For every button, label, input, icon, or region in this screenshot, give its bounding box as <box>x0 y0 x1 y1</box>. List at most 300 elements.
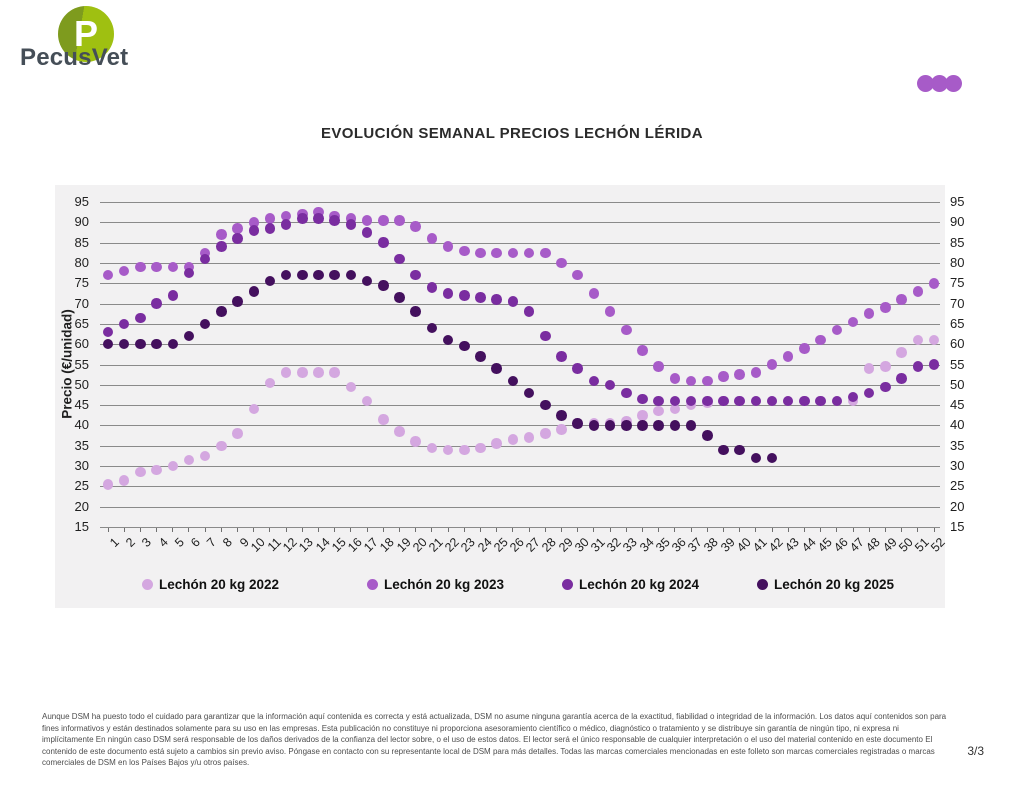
x-tick-mark <box>448 528 449 532</box>
data-point <box>313 270 324 281</box>
data-point <box>249 404 260 415</box>
logo-letter: P <box>73 13 98 54</box>
x-tick-mark <box>399 528 400 532</box>
data-point <box>556 410 567 421</box>
data-point <box>491 363 502 374</box>
data-point <box>103 479 114 490</box>
disclaimer-text <box>42 711 952 769</box>
x-tick-label: 35 <box>652 535 673 555</box>
gridline <box>100 263 940 264</box>
y-tick-label: 95 <box>74 194 89 209</box>
x-tick-label: 27 <box>523 535 544 555</box>
y-tick-label: 75 <box>950 275 965 291</box>
data-point <box>491 294 502 305</box>
data-point <box>443 288 454 299</box>
x-tick-label: 50 <box>895 535 916 555</box>
data-point <box>556 424 567 435</box>
x-tick-label: 15 <box>328 535 349 555</box>
data-point <box>410 221 421 232</box>
data-point <box>151 339 162 350</box>
legend-dot-icon <box>367 579 378 590</box>
x-tick-label: 49 <box>879 535 900 555</box>
x-tick-label: 31 <box>588 535 608 555</box>
x-tick-mark <box>901 528 902 532</box>
legend-item <box>757 577 894 591</box>
data-point <box>329 270 340 281</box>
data-point <box>297 213 308 224</box>
data-point <box>168 290 179 301</box>
data-point <box>734 396 745 407</box>
data-point <box>249 286 260 297</box>
data-point <box>767 453 778 464</box>
x-tick-mark <box>431 528 432 532</box>
y-tick-label: 15 <box>950 519 965 534</box>
data-point <box>751 367 762 378</box>
legend-label: Lechón 20 kg 2025 <box>774 576 895 592</box>
x-tick-mark <box>869 528 870 532</box>
y-tick-label: 70 <box>950 295 965 311</box>
y-tick-label: 85 <box>950 234 965 250</box>
data-point <box>605 420 616 431</box>
data-point <box>119 266 130 277</box>
x-tick-mark <box>286 528 287 532</box>
y-tick-label: 60 <box>950 336 965 352</box>
x-tick-mark <box>545 528 546 532</box>
x-tick-label: 2 <box>123 535 139 550</box>
y-tick-label: 20 <box>950 498 965 514</box>
data-point <box>653 420 664 431</box>
data-point <box>896 294 907 305</box>
x-tick-label: 20 <box>409 535 430 555</box>
data-point <box>346 219 357 230</box>
y-tick-label: 35 <box>950 437 965 453</box>
data-point <box>572 270 583 281</box>
x-tick-mark <box>253 528 254 532</box>
gridline <box>100 486 940 487</box>
data-point <box>605 380 616 391</box>
x-tick-mark <box>772 528 773 532</box>
data-point <box>589 288 600 299</box>
data-point <box>589 420 600 431</box>
data-point <box>151 465 162 476</box>
x-tick-label: 23 <box>458 535 479 555</box>
data-point <box>151 262 162 273</box>
x-tick-mark <box>529 528 530 532</box>
data-point <box>362 215 373 226</box>
x-tick-label: 10 <box>247 535 268 555</box>
data-point <box>670 420 681 431</box>
data-point <box>475 351 486 362</box>
data-point <box>103 339 114 350</box>
data-point <box>135 339 146 350</box>
data-point <box>718 371 729 382</box>
data-point <box>378 280 389 291</box>
data-point <box>540 331 551 342</box>
data-point <box>718 396 729 407</box>
x-tick-label: 36 <box>669 535 689 555</box>
x-tick-label: 21 <box>426 535 446 555</box>
data-point <box>427 282 438 293</box>
gridline <box>100 527 940 528</box>
data-point <box>232 296 243 307</box>
data-point <box>702 376 713 387</box>
x-tick-label: 12 <box>280 535 301 555</box>
x-tick-label: 6 <box>188 535 203 550</box>
data-point <box>232 233 243 244</box>
page-number: 3/3 <box>967 744 984 758</box>
data-point <box>427 233 438 244</box>
data-point <box>410 270 421 281</box>
x-tick-label: 25 <box>490 535 511 555</box>
data-point <box>848 317 859 328</box>
data-point <box>524 388 535 399</box>
data-point <box>670 373 681 384</box>
data-point <box>103 327 114 338</box>
data-point <box>119 339 130 350</box>
x-tick-mark <box>626 528 627 532</box>
data-point <box>556 258 567 269</box>
x-tick-mark <box>496 528 497 532</box>
data-point <box>751 453 762 464</box>
data-point <box>168 339 179 350</box>
y-tick-label: 75 <box>74 275 89 291</box>
data-point <box>815 396 826 407</box>
legend-label: Lechón 20 kg 2022 <box>159 576 280 592</box>
x-tick-mark <box>642 528 643 532</box>
legend-dot-icon <box>757 579 768 590</box>
gridline <box>100 405 940 406</box>
data-point <box>394 215 405 226</box>
x-tick-mark <box>739 528 740 532</box>
x-tick-label: 48 <box>863 535 884 555</box>
data-point <box>410 436 421 447</box>
x-tick-label: 26 <box>507 535 527 555</box>
x-tick-mark <box>367 528 368 532</box>
x-tick-label: 14 <box>312 535 333 555</box>
chart-card <box>55 185 965 608</box>
gridline <box>100 344 940 345</box>
three-dots-icon <box>920 75 962 92</box>
data-point <box>410 306 421 317</box>
x-tick-mark <box>124 528 125 532</box>
y-tick-label: 25 <box>74 478 89 494</box>
data-point <box>281 270 292 281</box>
data-point <box>200 451 211 462</box>
x-tick-label: 8 <box>220 535 236 550</box>
y-axis-title: Precio (€/unidad) <box>59 309 75 419</box>
x-tick-label: 29 <box>555 535 576 555</box>
data-point <box>265 223 276 234</box>
x-tick-label: 22 <box>442 535 463 555</box>
data-point <box>297 367 308 378</box>
y-tick-label: 30 <box>74 458 89 474</box>
data-point <box>508 296 519 307</box>
legend-label: Lechón 20 kg 2024 <box>579 576 700 592</box>
gridline <box>100 202 940 203</box>
data-point <box>783 351 794 362</box>
data-point <box>119 319 130 330</box>
x-tick-mark <box>269 528 270 532</box>
y-tick-label: 50 <box>74 376 89 392</box>
data-point <box>524 248 535 259</box>
x-tick-mark <box>156 528 157 532</box>
data-point <box>508 434 519 445</box>
data-point <box>216 229 227 240</box>
data-point <box>135 313 146 324</box>
data-point <box>459 246 470 257</box>
data-point <box>929 278 940 289</box>
x-tick-label: 39 <box>717 535 738 555</box>
data-point <box>880 361 891 372</box>
data-point <box>443 241 454 252</box>
data-point <box>265 378 276 389</box>
data-point <box>394 292 405 303</box>
y-tick-label: 40 <box>950 417 965 433</box>
data-point <box>135 262 146 273</box>
data-point <box>103 270 114 281</box>
y-tick-label: 20 <box>74 498 89 514</box>
data-point <box>637 410 648 421</box>
x-tick-label: 45 <box>814 535 835 555</box>
data-point <box>540 248 551 259</box>
data-point <box>119 475 130 486</box>
disclaimer-line: comerciales de DSM en los Países Bajos y/u otros países. <box>42 758 250 768</box>
y-tick-label: 95 <box>950 194 965 209</box>
x-tick-mark <box>383 528 384 532</box>
x-tick-mark <box>885 528 886 532</box>
x-tick-label: 46 <box>830 535 851 555</box>
data-point <box>297 270 308 281</box>
x-tick-mark <box>108 528 109 532</box>
y-tick-label: 45 <box>950 397 965 413</box>
y-tick-label: 65 <box>950 315 965 331</box>
data-point <box>653 406 664 417</box>
y-tick-label: 25 <box>950 478 965 494</box>
x-tick-label: 19 <box>393 535 414 555</box>
legend-item <box>562 577 699 591</box>
y-tick-label: 50 <box>950 376 965 392</box>
data-point <box>702 396 713 407</box>
y-tick-label: 85 <box>74 234 89 250</box>
x-tick-label: 24 <box>474 535 495 555</box>
x-tick-mark <box>415 528 416 532</box>
x-tick-label: 4 <box>155 535 171 550</box>
x-tick-label: 44 <box>798 535 819 555</box>
x-tick-label: 37 <box>685 535 705 555</box>
x-tick-mark <box>512 528 513 532</box>
data-point <box>864 388 875 399</box>
y-tick-label: 30 <box>950 458 965 474</box>
x-tick-mark <box>205 528 206 532</box>
data-point <box>378 215 389 226</box>
dot-icon <box>945 75 962 92</box>
x-tick-label: 1 <box>107 535 122 550</box>
data-point <box>896 347 907 358</box>
data-point <box>621 388 632 399</box>
data-point <box>702 430 713 441</box>
data-point <box>313 213 324 224</box>
x-tick-mark <box>593 528 594 532</box>
x-tick-label: 30 <box>571 535 592 555</box>
data-point <box>880 382 891 393</box>
chart-title: EVOLUCIÓN SEMANAL PRECIOS LECHÓN LÉRIDA <box>320 125 704 142</box>
x-tick-mark <box>188 528 189 532</box>
data-point <box>362 227 373 238</box>
x-tick-label: 38 <box>701 535 722 555</box>
data-point <box>767 359 778 370</box>
y-tick-label: 80 <box>74 254 89 270</box>
y-tick-label: 55 <box>74 356 89 372</box>
gridline <box>100 222 940 223</box>
data-point <box>281 219 292 230</box>
x-tick-mark <box>853 528 854 532</box>
x-tick-mark <box>691 528 692 532</box>
y-tick-label: 65 <box>74 315 89 331</box>
data-point <box>621 325 632 336</box>
gridline <box>100 283 940 284</box>
data-point <box>686 420 697 431</box>
x-tick-mark <box>561 528 562 532</box>
x-tick-label: 11 <box>264 535 284 555</box>
data-point <box>491 438 502 449</box>
data-point <box>265 276 276 287</box>
x-tick-label: 5 <box>171 535 187 550</box>
x-tick-mark <box>577 528 578 532</box>
data-point <box>508 248 519 259</box>
data-point <box>524 432 535 443</box>
x-tick-label: 17 <box>361 535 382 555</box>
data-point <box>832 325 843 336</box>
x-tick-label: 18 <box>377 535 398 555</box>
gridline <box>100 365 940 366</box>
x-tick-mark <box>658 528 659 532</box>
data-point <box>734 445 745 456</box>
y-tick-label: 55 <box>950 356 965 372</box>
data-point <box>216 306 227 317</box>
data-point <box>540 428 551 439</box>
disclaimer-line: fines informativos y están destinados solamente para su uso en las empresas. Esta publicación no constituye ni proporciona asesoramiento científico o médico, diagnóstico o tratamiento y se distribuye sin garantía de ningún tipo, ni expresa ni <box>42 723 899 733</box>
x-tick-label: 16 <box>345 535 365 555</box>
data-point <box>605 306 616 317</box>
y-tick-label: 90 <box>950 214 965 230</box>
x-tick-label: 7 <box>204 535 220 550</box>
x-tick-label: 3 <box>139 535 155 550</box>
data-point <box>637 345 648 356</box>
data-point <box>135 467 146 478</box>
legend-item <box>142 577 279 591</box>
data-point <box>913 286 924 297</box>
x-tick-label: 32 <box>604 535 624 555</box>
data-point <box>653 361 664 372</box>
x-tick-label: 47 <box>847 535 867 555</box>
gridline <box>100 304 940 305</box>
x-tick-mark <box>836 528 837 532</box>
x-tick-mark <box>464 528 465 532</box>
data-point <box>313 367 324 378</box>
data-point <box>378 414 389 425</box>
data-point <box>459 445 470 456</box>
x-tick-mark <box>334 528 335 532</box>
disclaimer-line: implícitamente En ningún caso DSM será responsable de los daños derivados de la confianza del lector sobre, o el uso de estos datos. El lector será el único responsable de cualquier interpretación o el uso del material contenido en este documento El <box>42 735 933 745</box>
data-point <box>621 420 632 431</box>
x-tick-label: 52 <box>928 535 948 555</box>
x-tick-label: 42 <box>766 535 786 555</box>
y-tick-label: 70 <box>74 295 89 311</box>
x-tick-label: 28 <box>539 535 560 555</box>
gridline <box>100 466 940 467</box>
data-point <box>184 455 195 466</box>
legend-label: Lechón 20 kg 2023 <box>384 576 505 592</box>
x-tick-mark <box>221 528 222 532</box>
data-point <box>491 248 502 259</box>
data-point <box>249 225 260 236</box>
gridline <box>100 425 940 426</box>
x-tick-mark <box>917 528 918 532</box>
data-point <box>556 351 567 362</box>
x-tick-mark <box>610 528 611 532</box>
y-tick-label: 45 <box>74 397 89 413</box>
legend-dot-icon <box>142 579 153 590</box>
data-point <box>329 367 340 378</box>
data-point <box>346 270 357 281</box>
data-point <box>475 248 486 259</box>
x-tick-mark <box>237 528 238 532</box>
y-tick-label: 80 <box>950 254 965 270</box>
data-point <box>265 213 276 224</box>
data-point <box>896 373 907 384</box>
data-point <box>459 341 470 352</box>
x-tick-mark <box>140 528 141 532</box>
x-tick-label: 33 <box>620 535 641 555</box>
data-point <box>475 443 486 454</box>
data-point <box>718 445 729 456</box>
data-point <box>394 426 405 437</box>
x-tick-mark <box>674 528 675 532</box>
legend-dot-icon <box>562 579 573 590</box>
x-tick-mark <box>302 528 303 532</box>
x-tick-mark <box>480 528 481 532</box>
data-point <box>524 306 535 317</box>
y-tick-label: 15 <box>74 519 89 534</box>
data-point <box>880 302 891 313</box>
data-point <box>572 418 583 429</box>
x-tick-mark <box>820 528 821 532</box>
data-point <box>232 223 243 234</box>
data-point <box>216 441 227 452</box>
data-point <box>168 461 179 472</box>
data-point <box>232 428 243 439</box>
data-point <box>184 331 195 342</box>
legend-item <box>367 577 504 591</box>
x-tick-mark <box>804 528 805 532</box>
data-point <box>734 369 745 380</box>
data-point <box>864 363 875 374</box>
data-point <box>459 290 470 301</box>
data-point <box>589 376 600 387</box>
gridline <box>100 324 940 325</box>
x-tick-label: 51 <box>911 535 932 555</box>
data-point <box>427 323 438 334</box>
gridline <box>100 507 940 508</box>
x-tick-mark <box>934 528 935 532</box>
data-point <box>394 254 405 265</box>
data-point <box>443 445 454 456</box>
x-tick-label: 13 <box>296 535 317 555</box>
disclaimer-line: contenido de este documento está sujeto a cambios sin previo aviso. Póngase en contacto con su representante local de DSM para más detalles. Todas las marcas comerciales mencionadas en este folleto son marcas comerciales registradas o marcas <box>42 746 935 756</box>
data-point <box>346 382 357 393</box>
data-point <box>799 343 810 354</box>
x-tick-label: 34 <box>636 535 657 555</box>
